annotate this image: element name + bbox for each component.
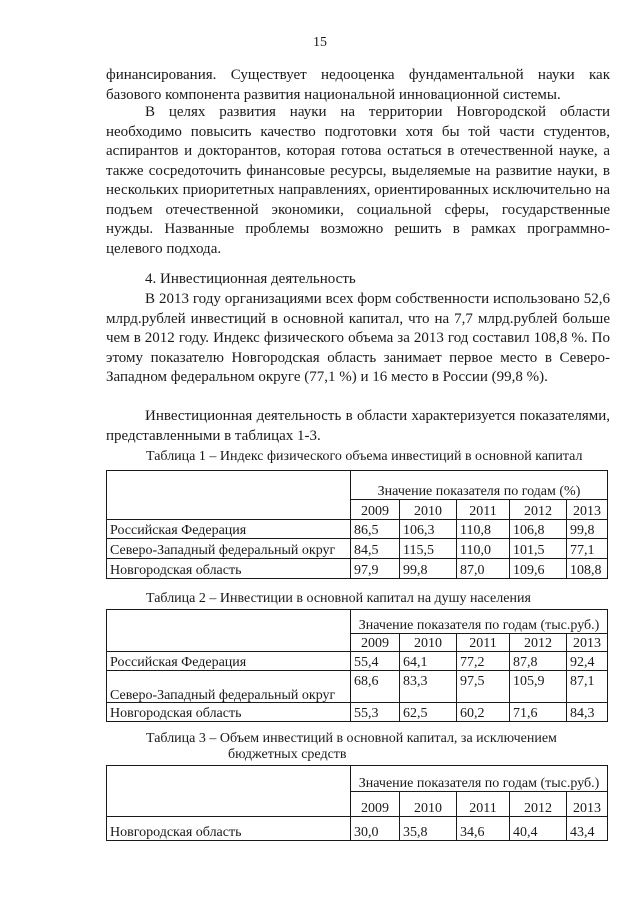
cell: 55,3 bbox=[351, 703, 400, 722]
table-1-year: 2010 bbox=[400, 500, 457, 520]
row-label: Северо-Западный федеральный округ bbox=[107, 539, 351, 559]
cell: 86,5 bbox=[351, 520, 400, 539]
table-3-year: 2009 bbox=[351, 792, 400, 817]
table-3-caption bbox=[146, 731, 557, 763]
table-3-year: 2010 bbox=[400, 792, 457, 817]
table-2-year: 2011 bbox=[457, 634, 510, 652]
table-row bbox=[107, 539, 608, 559]
table-row bbox=[107, 703, 608, 722]
table-1-corner bbox=[107, 471, 351, 520]
cell: 87,8 bbox=[510, 652, 567, 671]
table-1-year: 2012 bbox=[510, 500, 567, 520]
table-row bbox=[107, 559, 608, 579]
table-2 bbox=[106, 609, 608, 722]
cell: 115,5 bbox=[400, 539, 457, 559]
table-2-year: 2010 bbox=[400, 634, 457, 652]
table-1-year: 2013 bbox=[567, 500, 608, 520]
cell: 106,3 bbox=[400, 520, 457, 539]
table-3-year: 2012 bbox=[510, 792, 567, 817]
table-row bbox=[107, 817, 608, 841]
cell: 43,4 bbox=[567, 817, 608, 841]
cell: 30,0 bbox=[351, 817, 400, 841]
cell: 83,3 bbox=[400, 671, 457, 703]
cell: 77,2 bbox=[457, 652, 510, 671]
cell: 77,1 bbox=[567, 539, 608, 559]
table-1-year: 2009 bbox=[351, 500, 400, 520]
table-2-header: Значение показателя по годам (тыс.руб.) bbox=[351, 610, 608, 634]
cell: 110,8 bbox=[457, 520, 510, 539]
row-label: Северо-Западный федеральный округ bbox=[107, 671, 351, 703]
table-2-corner bbox=[107, 610, 351, 652]
cell: 34,6 bbox=[457, 817, 510, 841]
cell: 87,1 bbox=[567, 671, 608, 703]
cell: 71,6 bbox=[510, 703, 567, 722]
paragraph-3: В 2013 году организациями всех форм собственности использовано 52,6 млрд.рублей инвестиций в основной капитал, что на 7,7 млрд.рублей больше чем в 2012 году. Индекс физического объема за 2013 год составил 108,8 %. По этому показателю Новгородская область занимает первое место в Северо-Западном федеральном округе (77,1 %) и 16 место в России (99,8 %). bbox=[106, 291, 610, 385]
row-label: Российская Федерация bbox=[107, 520, 351, 539]
page-number: 15 bbox=[313, 35, 327, 50]
table-2-year: 2013 bbox=[567, 634, 608, 652]
table-3-caption-line-1: Таблица 3 – Объем инвестиций в основной капитал, за исключением bbox=[146, 731, 557, 746]
cell: 87,0 bbox=[457, 559, 510, 579]
cell: 97,9 bbox=[351, 559, 400, 579]
table-row bbox=[107, 652, 608, 671]
cell: 110,0 bbox=[457, 539, 510, 559]
table-2-caption: Таблица 2 – Инвестиции в основной капитал на душу населения bbox=[146, 591, 531, 606]
cell: 64,1 bbox=[400, 652, 457, 671]
cell: 84,5 bbox=[351, 539, 400, 559]
cell: 108,8 bbox=[567, 559, 608, 579]
cell: 109,6 bbox=[510, 559, 567, 579]
table-2-year: 2009 bbox=[351, 634, 400, 652]
paragraph-4: Инвестиционная деятельность в области характеризуется показателями, представленными в таблицах 1-3. bbox=[106, 408, 610, 444]
row-label: Новгородская область bbox=[107, 559, 351, 579]
cell: 92,4 bbox=[567, 652, 608, 671]
table-row bbox=[107, 520, 608, 539]
table-3-year: 2013 bbox=[567, 792, 608, 817]
table-3-year: 2011 bbox=[457, 792, 510, 817]
cell: 106,8 bbox=[510, 520, 567, 539]
table-3-caption-line-2: бюджетных средств bbox=[228, 747, 347, 762]
row-label: Новгородская область bbox=[107, 817, 351, 841]
table-2-year: 2012 bbox=[510, 634, 567, 652]
cell: 84,3 bbox=[567, 703, 608, 722]
table-1-header: Значение показателя по годам (%) bbox=[351, 471, 608, 500]
cell: 101,5 bbox=[510, 539, 567, 559]
row-label: Российская Федерация bbox=[107, 652, 351, 671]
cell: 99,8 bbox=[400, 559, 457, 579]
table-3-header: Значение показателя по годам (тыс.руб.) bbox=[351, 766, 608, 792]
paragraph-1: финансирования. Существует недооценка фундаментальной науки как базового компонента развития национальной инновационной системы. bbox=[106, 67, 610, 103]
cell: 35,8 bbox=[400, 817, 457, 841]
table-1 bbox=[106, 470, 608, 579]
cell: 62,5 bbox=[400, 703, 457, 722]
paragraph-2: В целях развития науки на территории Новгородской области необходимо повысить качество подготовки хотя бы той части студентов, аспирантов и докторантов, которая готова остаться в отечественной науке, а также сосредоточить финансовые ресурсы, выделяемые на развитие науки, в нескольких приоритетных направлениях, ориентированных исключительно на подъем отечественной экономики, социальной сферы, государственные нужды. Названные проблемы возможно решить в рамках программно-целевого подхода. bbox=[106, 104, 610, 257]
cell: 105,9 bbox=[510, 671, 567, 703]
table-row bbox=[107, 671, 608, 703]
cell: 68,6 bbox=[351, 671, 400, 703]
cell: 55,4 bbox=[351, 652, 400, 671]
cell: 99,8 bbox=[567, 520, 608, 539]
section-heading: 4. Инвестиционная деятельность bbox=[145, 271, 356, 287]
table-1-year: 2011 bbox=[457, 500, 510, 520]
table-3 bbox=[106, 765, 608, 841]
row-label: Новгородская область bbox=[107, 703, 351, 722]
cell: 40,4 bbox=[510, 817, 567, 841]
cell: 97,5 bbox=[457, 671, 510, 703]
table-3-corner bbox=[107, 766, 351, 817]
cell: 60,2 bbox=[457, 703, 510, 722]
table-1-caption: Таблица 1 – Индекс физического объема инвестиций в основной капитал bbox=[146, 449, 583, 464]
